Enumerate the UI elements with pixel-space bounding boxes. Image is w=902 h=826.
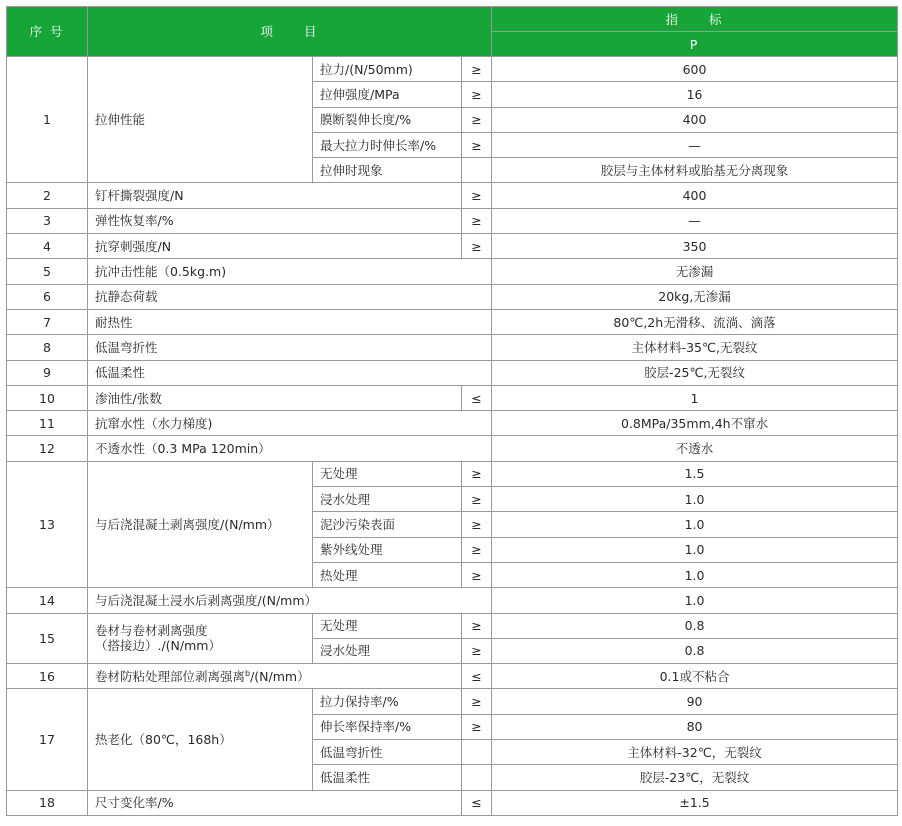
row-no: 2 bbox=[7, 183, 88, 208]
row-sym: ≥ bbox=[462, 132, 492, 157]
row-sym: ≥ bbox=[462, 638, 492, 663]
row-item-line: 卷材与卷材剥离强度 bbox=[95, 623, 208, 639]
row-sub: 无处理 bbox=[313, 461, 462, 486]
row-sub: 浸水处理 bbox=[313, 638, 462, 663]
row-item: 低温柔性 bbox=[88, 360, 492, 385]
row-val: 16 bbox=[492, 82, 898, 107]
header-p: P bbox=[492, 32, 898, 57]
table-row bbox=[7, 461, 898, 486]
table-row bbox=[7, 385, 898, 410]
table-header bbox=[7, 7, 898, 57]
row-val: 90 bbox=[492, 689, 898, 714]
row-sym: ≥ bbox=[462, 512, 492, 537]
row-sym: ≤ bbox=[462, 664, 492, 689]
row-sub: 膜断裂伸长度/% bbox=[313, 107, 462, 132]
row-val: 80℃,2h无滑移、流淌、滴落 bbox=[492, 309, 898, 334]
table-row bbox=[7, 411, 898, 436]
row-sub: 最大拉力时伸长率/% bbox=[313, 132, 462, 157]
row-val: 600 bbox=[492, 57, 898, 82]
row-val: 1.0 bbox=[492, 537, 898, 562]
row-sub: 无处理 bbox=[313, 613, 462, 638]
table-row bbox=[7, 309, 898, 334]
table-row bbox=[7, 183, 898, 208]
row-sym: ≥ bbox=[462, 689, 492, 714]
table-row bbox=[7, 57, 898, 82]
row-item: 拉伸性能 bbox=[88, 57, 313, 183]
row-no: 1 bbox=[7, 57, 88, 183]
row-sym: ≥ bbox=[462, 208, 492, 233]
row-sym: ≥ bbox=[462, 714, 492, 739]
table-row bbox=[7, 613, 898, 638]
footnote-marker: b bbox=[245, 668, 251, 678]
row-no: 11 bbox=[7, 411, 88, 436]
header-index: 指 标 bbox=[492, 7, 898, 32]
row-sym: ≤ bbox=[462, 790, 492, 815]
row-no: 5 bbox=[7, 259, 88, 284]
row-sub: 低温弯折性 bbox=[313, 740, 462, 765]
row-sub: 伸长率保持率/% bbox=[313, 714, 462, 739]
row-no: 3 bbox=[7, 208, 88, 233]
row-item: 不透水性（0.3 MPa 120min） bbox=[88, 436, 492, 461]
row-sub: 紫外线处理 bbox=[313, 537, 462, 562]
row-sym: ≥ bbox=[462, 487, 492, 512]
row-sym bbox=[462, 740, 492, 765]
table-body bbox=[7, 57, 898, 816]
row-sub: 拉力/(N/50mm) bbox=[313, 57, 462, 82]
row-sym bbox=[462, 158, 492, 183]
row-val: — bbox=[492, 132, 898, 157]
row-val: — bbox=[492, 208, 898, 233]
row-val: 1 bbox=[492, 385, 898, 410]
table-row bbox=[7, 259, 898, 284]
row-val: 主体材料-35℃,无裂纹 bbox=[492, 335, 898, 360]
row-val: 0.8MPa/35mm,4h不窜水 bbox=[492, 411, 898, 436]
row-item: 与后浇混凝土浸水后剥离强度/(N/mm） bbox=[88, 588, 492, 613]
row-sym: ≥ bbox=[462, 82, 492, 107]
row-sub: 泥沙污染表面 bbox=[313, 512, 462, 537]
row-val: 1.0 bbox=[492, 588, 898, 613]
row-no: 6 bbox=[7, 284, 88, 309]
row-sym: ≥ bbox=[462, 107, 492, 132]
row-no: 4 bbox=[7, 234, 88, 259]
row-val: 无渗漏 bbox=[492, 259, 898, 284]
row-sym: ≥ bbox=[462, 234, 492, 259]
row-item: 渗油性/张数 bbox=[88, 385, 462, 410]
spec-table bbox=[6, 6, 898, 816]
table-row bbox=[7, 664, 898, 689]
row-item bbox=[88, 613, 313, 664]
row-sym: ≥ bbox=[462, 461, 492, 486]
row-no: 16 bbox=[7, 664, 88, 689]
row-no: 8 bbox=[7, 335, 88, 360]
row-val: 80 bbox=[492, 714, 898, 739]
row-sub: 浸水处理 bbox=[313, 487, 462, 512]
row-val: 胶层-25℃,无裂纹 bbox=[492, 360, 898, 385]
table-row bbox=[7, 436, 898, 461]
row-item: 耐热性 bbox=[88, 309, 492, 334]
row-item: 热老化（80℃，168h） bbox=[88, 689, 313, 790]
row-item: 与后浇混凝土剥离强度/(N/mm） bbox=[88, 461, 313, 587]
row-item: 低温弯折性 bbox=[88, 335, 492, 360]
row-val: 400 bbox=[492, 107, 898, 132]
row-val: 400 bbox=[492, 183, 898, 208]
row-sym: ≥ bbox=[462, 537, 492, 562]
row-val: 胶层-23℃，无裂纹 bbox=[492, 765, 898, 790]
row-sym: ≥ bbox=[462, 57, 492, 82]
row-val: 主体材料-32℃，无裂纹 bbox=[492, 740, 898, 765]
row-no: 10 bbox=[7, 385, 88, 410]
row-item: 抗穿刺强度/N bbox=[88, 234, 462, 259]
row-item: 尺寸变化率/% bbox=[88, 790, 462, 815]
row-no: 9 bbox=[7, 360, 88, 385]
row-val: 不透水 bbox=[492, 436, 898, 461]
row-item: 钉杆撕裂强度/N bbox=[88, 183, 462, 208]
table-row bbox=[7, 284, 898, 309]
row-item bbox=[88, 664, 462, 689]
row-val: 1.0 bbox=[492, 487, 898, 512]
row-sub: 低温柔性 bbox=[313, 765, 462, 790]
table-row bbox=[7, 234, 898, 259]
row-val: 20kg,无渗漏 bbox=[492, 284, 898, 309]
row-sym: ≥ bbox=[462, 613, 492, 638]
row-val: 0.1或不粘合 bbox=[492, 664, 898, 689]
spec-table-container bbox=[6, 6, 897, 816]
row-sub: 热处理 bbox=[313, 562, 462, 587]
row-no: 12 bbox=[7, 436, 88, 461]
row-val: 1.5 bbox=[492, 461, 898, 486]
row-sub: 拉伸强度/MPa bbox=[313, 82, 462, 107]
row-sym: ≤ bbox=[462, 385, 492, 410]
row-no: 17 bbox=[7, 689, 88, 790]
row-no: 18 bbox=[7, 790, 88, 815]
row-sub: 拉伸时现象 bbox=[313, 158, 462, 183]
table-row bbox=[7, 335, 898, 360]
row-sym bbox=[462, 765, 492, 790]
row-item: 抗窜水性（水力梯度) bbox=[88, 411, 492, 436]
row-item: 弹性恢复率/% bbox=[88, 208, 462, 233]
row-val: 1.0 bbox=[492, 562, 898, 587]
row-sym: ≥ bbox=[462, 183, 492, 208]
header-item: 项 目 bbox=[88, 7, 492, 57]
row-val: 1.0 bbox=[492, 512, 898, 537]
row-no: 14 bbox=[7, 588, 88, 613]
row-val: 胶层与主体材料或胎基无分离现象 bbox=[492, 158, 898, 183]
row-item: 抗冲击性能（0.5kg.m) bbox=[88, 259, 492, 284]
row-no: 15 bbox=[7, 613, 88, 664]
header-no: 序 号 bbox=[7, 7, 88, 57]
row-sub: 拉力保持率/% bbox=[313, 689, 462, 714]
row-val: 350 bbox=[492, 234, 898, 259]
row-item-text: 卷材防粘处理部位剥离强离 bbox=[95, 668, 246, 684]
table-row bbox=[7, 790, 898, 815]
row-no: 7 bbox=[7, 309, 88, 334]
row-val: ±1.5 bbox=[492, 790, 898, 815]
row-val: 0.8 bbox=[492, 638, 898, 663]
row-item-line: （搭接边）./(N/mm） bbox=[95, 638, 221, 654]
table-row bbox=[7, 588, 898, 613]
table-row bbox=[7, 689, 898, 714]
row-val: 0.8 bbox=[492, 613, 898, 638]
row-item: 抗静态荷载 bbox=[88, 284, 492, 309]
row-no: 13 bbox=[7, 461, 88, 587]
row-sym: ≥ bbox=[462, 562, 492, 587]
table-row bbox=[7, 208, 898, 233]
table-row bbox=[7, 360, 898, 385]
row-item-unit: /(N/mm） bbox=[250, 668, 310, 684]
